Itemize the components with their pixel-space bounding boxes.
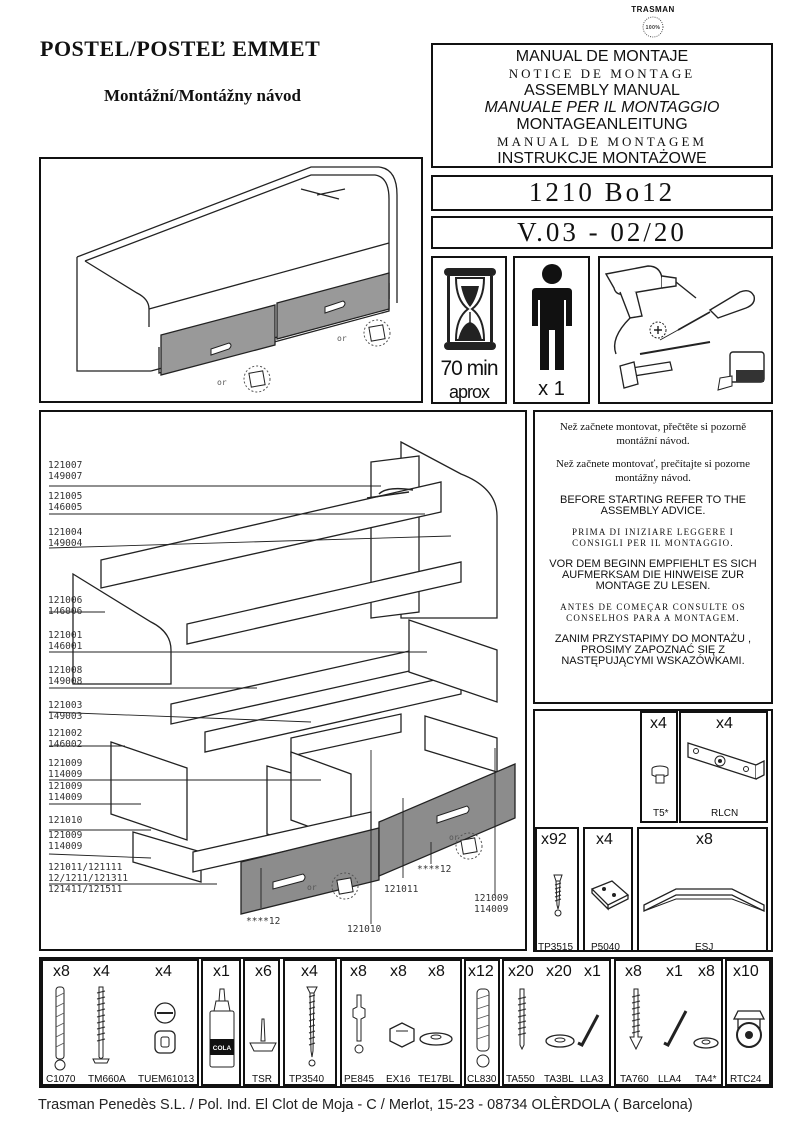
footer-address: Trasman Penedès S.L. / Pol. Ind. El Clot de Moja - C / Merlot, 15-23 - 08734 OLÈRDOLA ( Barcelona) [38,1097,693,1113]
part-label-7: 121003 149003 [48,700,83,722]
cl830-dowel-icon [467,985,499,1073]
note-it: PRIMA DI INIZIARE LEGGERE I CONSIGLI PER IL MONTAGGIO. [572,527,734,548]
tp3540-screw-icon [302,985,322,1069]
hardware-group-2: x1 COLA [201,959,241,1086]
part-label-11: 121010 [48,815,83,826]
time-note: aprox [448,382,490,402]
manual-line-de: MONTAGEANLEITUNG [516,116,688,133]
assembly-time-box [431,256,507,404]
hardware-group-7: x20 x20 x1 TA550 TA3BL LLA3 [502,959,611,1086]
manual-line-pl: INSTRUKCJE MONTAŻOWE [497,150,707,167]
p5040-plate-icon [586,877,632,917]
svg-text:or: or [217,378,227,387]
g5-cam-fittings-icon [342,989,462,1069]
hardware-group-6: x12 CL830 [464,959,500,1086]
hardware-tp3515: x92 TP3515 [535,827,579,952]
manual-line-pt: MANUAL DE MONTAGEM [497,134,707,149]
g8-screws-icon [616,985,722,1069]
note-de: VOR DEM BEGINN EMPFIEHLT ES SICH AUFMERKSAM DIE HINWEISE ZUR MONTAGE ZU LESEN. [549,558,757,592]
hardware-esj: x8 ESJ [637,827,768,952]
bed-overview-drawing [39,157,423,403]
page-title: POSTEL/POSTEĽ EMMET [40,36,321,61]
persons-box [513,256,590,404]
part-label-13: 121011/121111 12/1211/121311 121411/121511 [48,862,129,895]
svg-text:100%: 100% [645,25,661,31]
manual-line-es: MANUAL DE MONTAJE [515,48,689,65]
rtc24-caster-icon [728,1005,770,1055]
tools-box [598,256,773,404]
manual-languages-box [431,43,773,168]
tsr-support-icon [246,1015,279,1065]
note-pl: ZANIM PRZYSTAPIMY DO MONTAŻU , PROSIMY ZAPOZNAĆ SIĘ Z NASTĘPUJĄCYMI WSKAZÓWKAMI. [554,633,752,667]
note-en: BEFORE STARTING REFER TO THE ASSEMBLY ADVICE. [559,494,746,517]
hardware-group-5: x8 x8 x8 PE845 EX16 TE17BL [340,959,462,1086]
g7-screws-icon [504,985,610,1069]
drawer-label-a: ****12 [246,916,281,927]
drawer-label-e: 121009 114009 [474,893,509,915]
rlcn-plate-icon [682,739,768,799]
svg-text:or: or [307,883,317,892]
drawer-label-b: 121011 [384,884,419,895]
product-code-box: 1210 Bo12 [431,175,773,211]
note-cz: Než začnete montovat, přečtěte si pozorně montážní návod. [559,421,747,447]
hardware-group-1: x8 x4 x4 C1070 TM660A TUEM61013 [41,959,199,1086]
part-label-1: 121007 149007 [48,460,83,482]
part-label-10: 121009 114009 [48,781,83,803]
note-pt: ANTES DE COMEÇAR CONSULTE OS CONSELHOS PARA A MONTAGEM. [560,602,746,623]
drawer-label-c: ****12 [417,864,452,875]
hardware-p5040: x4 P5040 [583,827,633,952]
part-label-8: 121002 146002 [48,728,83,750]
esj-bracket-icon [640,883,768,927]
tp3515-screw-icon [548,873,568,917]
persons-count: x 1 [538,378,565,400]
part-label-6: 121008 149008 [48,665,83,687]
version-box: V.03 - 02/20 [431,216,773,249]
brand-logo: TRASMAN 100% [618,5,688,39]
hardware-group-9: x10 RTC24 [725,959,771,1086]
svg-text:or: or [449,833,459,842]
part-label-12: 121009 114009 [48,830,83,852]
hourglass-icon [434,264,506,354]
svg-text:or: or [337,334,347,343]
svg-text:COLA: COLA [212,1045,232,1052]
seal-icon [641,15,665,39]
hardware-group-4: x4 TP3540 [283,959,337,1086]
tools-icon [600,258,771,402]
bed-overview-svg [41,159,421,401]
glue-bottle-icon [204,985,240,1075]
part-label-5: 121001 146001 [48,630,83,652]
manual-line-en: ASSEMBLY MANUAL [524,82,680,99]
part-label-9: 121009 114009 [48,758,83,780]
t5-peg-icon [645,759,675,789]
hardware-rlcn: x4 RLCN [679,711,768,823]
drawer-label-d: 121010 [347,924,382,935]
time-value: 70 min [440,357,498,380]
part-label-3: 121004 149004 [48,527,83,549]
part-label-4: 121006 146006 [48,595,83,617]
hardware-group-8: x8 x1 x8 TA760 LLA4 TA4* [614,959,723,1086]
hardware-t5: x4 T5* [640,711,678,823]
manual-line-fr: NOTICE DE MONTAGE [508,66,696,81]
g1-fittings-icon [43,983,199,1073]
part-label-2: 121005 146005 [48,491,83,513]
exploded-view-box [39,410,527,951]
manual-line-it: MANUALE PER IL MONTAGGIO [484,99,720,116]
hardware-group-3: x6 TSR [243,959,280,1086]
page-subtitle: Montážní/Montážny návod [104,86,301,105]
notes-box [533,410,773,704]
note-sk: Než začnete montovať, prečítajte si pozorne montážny návod. [555,458,751,484]
person-icon [522,262,582,374]
